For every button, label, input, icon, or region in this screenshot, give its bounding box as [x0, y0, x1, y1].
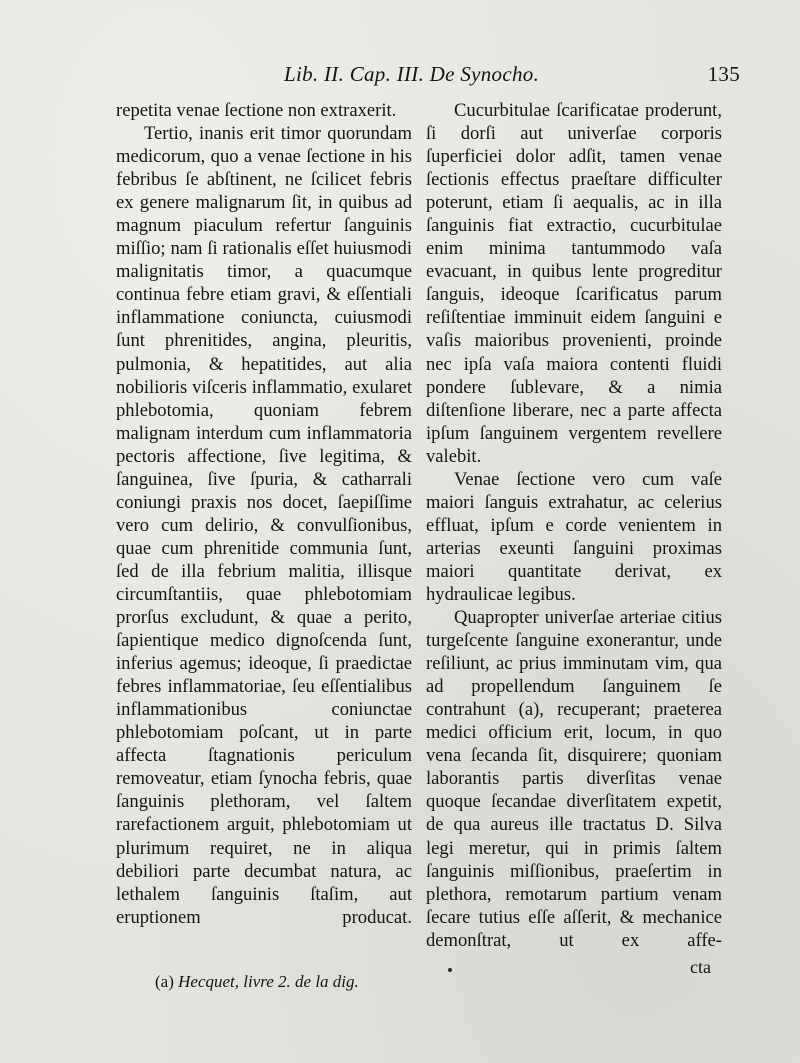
paragraph-continuation: repetita venae ſectione non extraxerit. — [116, 100, 397, 121]
left-column — [116, 99, 412, 929]
paragraph-venae-sectione: Venae ſectione vero cum vaſe maiori ſanguis extrahatur, ac celerius effluat, ipſum e corde venientem in arterias exeunti ſanguini proximas maiori quantitate derivat, ex hydraulicae legibus. — [426, 468, 722, 605]
right-column — [426, 99, 722, 952]
footnote-mark: (a) — [155, 972, 174, 991]
catchword: cta — [690, 957, 711, 977]
footnote — [155, 972, 359, 992]
ink-speck — [448, 968, 452, 972]
paragraph-cucurbitulae: Cucurbitulae ſcarificatae proderunt, ſi dorſi aut univerſae corporis ſuperficiei dolor adſit, tamen venae ſectionis effectus praeſtare difficulter poterunt, etiam ſi aequalis, ac in illa ſanguinis fiat extractio, cucurbitulae enim minima tantummodo vaſa evacuant, in quibus lente progreditur ſanguis, ideoque ſcarificatus parum reſiſtentiae imminuit eidem ſanguini e vaſis maioribus provenienti, proinde nec ipſa vaſa maiora contenti fluidi pondere ſublevare, & a nimia diſtenſione liberare, nec a parte affecta ipſum ſanguinem vergentem revellere valebit. — [426, 100, 722, 467]
page-header — [280, 62, 740, 94]
page-number: 135 — [707, 62, 740, 86]
running-title: Lib. II. Cap. III. De Synocho. — [284, 62, 540, 86]
paragraph-quapropter: Quapropter univerſae arteriae citius turgeſcente ſanguine exonerantur, unde reſiliunt, ac prius imminutam vim, qua ad propellendum ſanguinem ſe contrahunt (a), recuperant; praeterea medici officium erit, locum, in quo vena ſecanda ſit, disquirere; quoniam laborantis partis diverſitas venae quoque ſecandae diverſitatem expetit, de qua aureus ille tractatus D. Silva legi meretur, qui in primis ſaltem ſanguinis miſſionibus, praeſertim in plethora, remotarum partium venam ſecare tutius eſſe aſſerit, & mechanice demonſtrat, ut ex affe- — [426, 607, 722, 951]
paragraph-tertio: Tertio, inanis erit timor quorundam medicorum, quo a venae ſectione in his febribus ſe abſtinent, ne ſcilicet febris ex genere malignarum ſit, in quibus ad magnum piaculum refertur ſanguinis miſſio; nam ſi rationalis eſſet huiusmodi malignitatis timor, a quacumque continua febre etiam gravi, & eſſentiali inflammatione coniuncta, cuiusmodi ſunt phrenitides, angina, pleuritis, pulmonia, & hepatitides, aut alia nobilioris viſceris inflammatio, exularet phlebotomia, quoniam febrem malignam interdum cum inflammatoria pectoris affectione, ſive legitima, & ſanguinea, ſive ſpuria, & catharrali coniungi praxis nos docet, ſaepiſſime vero cum delirio, & convulſionibus, quae cum phrenitide communia ſunt, ſed de illa febrium malitia, illisque circumſtantiis, quae phlebotomiam prorſus excludunt, & quae a perito, ſapientique medico dignoſcenda ſunt, inferius agemus; ideoque, ſi praedictae febres inflammatoriae, ſeu eſſentialibus inflammationibus coniunctae phlebotomiam poſcant, ut in parte affecta ſtagnationis periculum removeatur, etiam ſynocha febris, quae ſanguinis plethoram, vel ſaltem rarefactionem arguit, phlebotomiam ut plurimum requiret, ne in aliqua debiliori parte decumbat natura, ac lethalem ſanguinis ſtaſim, aut eruptionem producat. — [116, 123, 412, 928]
footnote-text: Hecquet, livre 2. de la dig. — [178, 972, 359, 991]
